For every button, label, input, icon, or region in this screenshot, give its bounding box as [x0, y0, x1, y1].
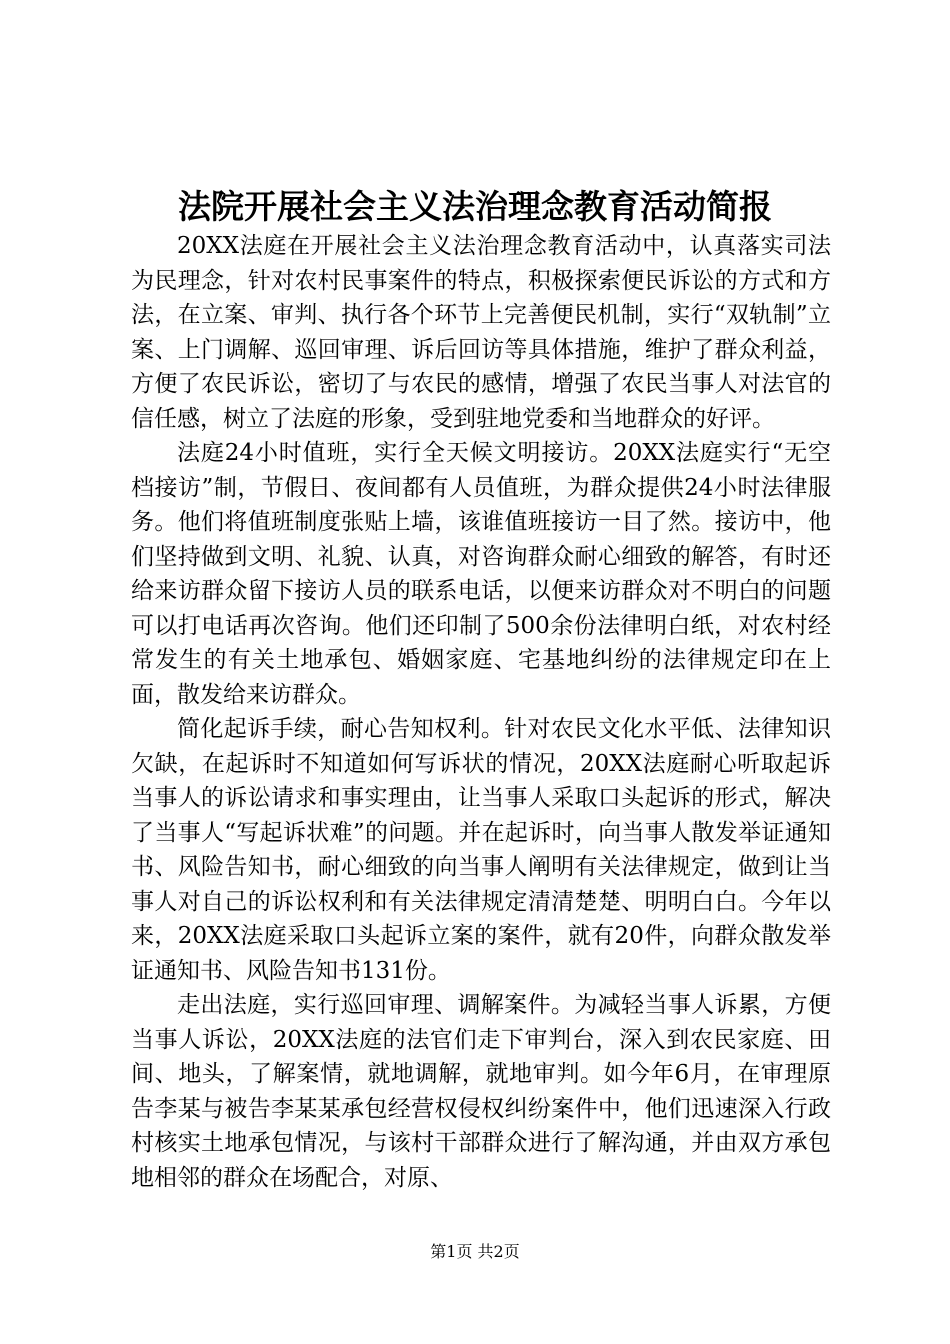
- paragraph: 走出法庭，实行巡回审理、调解案件。为减轻当事人诉累，方便当事人诉讼，20XX法庭的法官们走下审判台，深入到农民家庭、田间、地头，了解案情，就地调解，就地审判。如今年6月，在审理原告李某与被告李某某承包经营权侵权纠纷案件中，他们迅速深入行政村核实土地承包情况，与该村干部群众进行了解沟通，并由双方承包地相邻的群众在场配合，对原、: [131, 992, 831, 1191]
- document-body: [131, 229, 831, 1195]
- page-number: 第1页 共2页: [430, 1242, 520, 1261]
- paragraph: 简化起诉手续，耐心告知权利。针对农民文化水平低、法律知识欠缺，在起诉时不知道如何写诉状的情况，20XX法庭耐心听取起诉当事人的诉讼请求和事实理由，让当事人采取口头起诉的形式，解决了当事人“写起诉状难”的问题。并在起诉时，向当事人散发举证通知书、风险告知书，耐心细致的向当事人阐明有关法律规定，做到让当事人对自己的诉讼权利和有关法律规定清清楚楚、明明白白。今年以来，20XX法庭采取口头起诉立案的案件，就有20件，向群众散发举证通知书、风险告知书131份。: [131, 716, 831, 984]
- paragraph: 20XX法庭在开展社会主义法治理念教育活动中，认真落实司法为民理念，针对农村民事案件的特点，积极探索便民诉讼的方式和方法，在立案、审判、执行各个环节上完善便民机制，实行“双轨制”立案、上门调解、巡回审理、诉后回访等具体措施，维护了群众利益，方便了农民诉讼，密切了与农民的感情，增强了农民当事人对法官的信任感，树立了法庭的形象，受到驻地党委和当地群众的好评。: [131, 233, 831, 432]
- paragraph: 法庭24小时值班，实行全天候文明接访。20XX法庭实行“无空档接访”制，节假日、夜间都有人员值班，为群众提供24小时法律服务。他们将值班制度张贴上墙，该谁值班接访一目了然。接访中，他们坚持做到文明、礼貌、认真，对咨询群众耐心细致的解答，有时还给来访群众留下接访人员的联系电话，以便来访群众对不明白的问题可以打电话再次咨询。他们还印制了500余份法律明白纸，对农村经常发生的有关土地承包、婚姻家庭、宅基地纠纷的法律规定印在上面，散发给来访群众。: [131, 440, 831, 708]
- document-title: 法院开展社会主义法治理念教育活动简报: [178, 187, 772, 226]
